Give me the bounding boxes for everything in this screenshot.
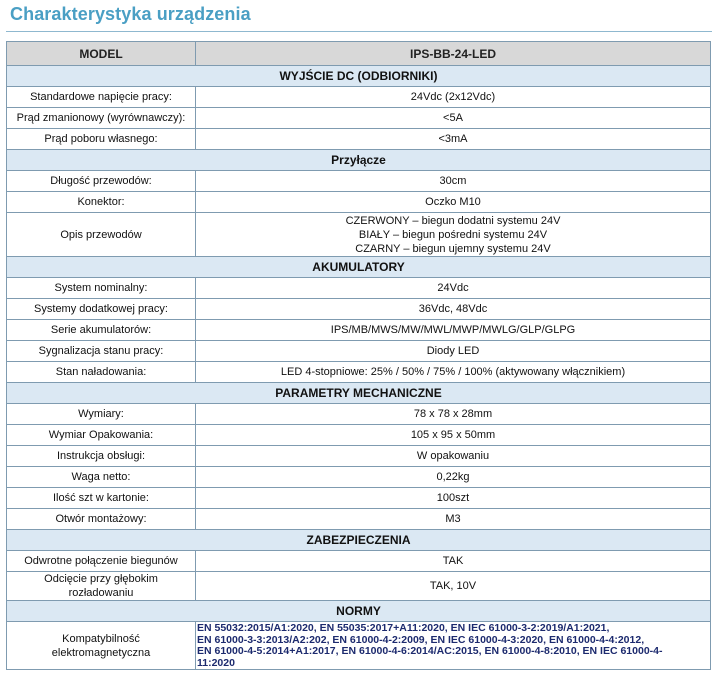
- section-heading: NORMY: [7, 601, 711, 622]
- table-row: [7, 341, 711, 362]
- row-value: 30cm: [196, 171, 711, 192]
- row-value: <3mA: [196, 129, 711, 150]
- table-row: [7, 87, 711, 108]
- norm-line: EN 61000-3-3:2013/A2:202, EN 61000-4-2:2009, EN IEC 61000-4-3:2020, EN 61000-4-4:2012,: [197, 633, 645, 646]
- table-row: [7, 572, 711, 601]
- label-line: rozładowaniu: [68, 587, 134, 599]
- row-label: [7, 572, 196, 601]
- label-line: Odcięcie przy głębokim: [44, 573, 158, 585]
- table-row: [7, 551, 711, 572]
- table-row: [7, 278, 711, 299]
- row-value: Oczko M10: [196, 192, 711, 213]
- row-label: Waga netto:: [7, 467, 196, 488]
- wire-line: BIAŁY – biegun pośredni systemu 24V: [358, 228, 548, 241]
- row-label: Długość przewodów:: [7, 171, 196, 192]
- row-label: Serie akumulatorów:: [7, 320, 196, 341]
- row-label: Stan naładowania:: [7, 362, 196, 383]
- row-value: 78 x 78 x 28mm: [196, 404, 711, 425]
- table-row: [7, 299, 711, 320]
- row-label: Wymiar Opakowania:: [7, 425, 196, 446]
- row-value: 36Vdc, 48Vdc: [196, 299, 711, 320]
- row-value: IPS/MB/MWS/MW/MWL/MWP/MWLG/GLP/GLPG: [196, 320, 711, 341]
- row-value: 100szt: [196, 488, 711, 509]
- row-value: 24Vdc (2x12Vdc): [196, 87, 711, 108]
- label-line: elektromagnetyczna: [51, 646, 151, 659]
- section-heading: PARAMETRY MECHANICZNE: [7, 383, 711, 404]
- table-row: [7, 362, 711, 383]
- spec-table: [6, 41, 711, 670]
- row-value: 105 x 95 x 50mm: [196, 425, 711, 446]
- norm-line: 11:2020: [197, 656, 235, 669]
- wire-line: CZERWONY – biegun dodatni systemu 24V: [345, 214, 561, 227]
- row-label: Sygnalizacja stanu pracy:: [7, 341, 196, 362]
- title-divider: [6, 31, 712, 32]
- row-value: M3: [196, 509, 711, 530]
- norm-line: EN 55032:2015/A1:2020, EN 55035:2017+A11:2020, EN IEC 61000-3-2:2019/A1:2021,: [197, 622, 610, 634]
- model-header-row: [7, 42, 711, 66]
- row-value: <5A: [196, 108, 711, 129]
- row-label: Systemy dodatkowej pracy:: [7, 299, 196, 320]
- row-value: TAK: [196, 551, 711, 572]
- table-row: [7, 509, 711, 530]
- model-label: MODEL: [7, 42, 196, 66]
- section-heading: ZABEZPIECZENIA: [7, 530, 711, 551]
- norm-line: EN 61000-4-5:2014+A1:2017, EN 61000-4-6:2014/AC:2015, EN 61000-4-8:2010, EN IEC 61000-4-: [197, 645, 663, 657]
- row-label: Prąd zmanionowy (wyrównawczy):: [7, 108, 196, 129]
- row-label: Wymiary:: [7, 404, 196, 425]
- row-label: System nominalny:: [7, 278, 196, 299]
- row-label: Standardowe napięcie pracy:: [7, 87, 196, 108]
- section-heading: WYJŚCIE DC (ODBIORNIKI): [7, 66, 711, 87]
- wires-description: [196, 213, 711, 257]
- table-row: [7, 320, 711, 341]
- row-value: 0,22kg: [196, 467, 711, 488]
- row-value: LED 4-stopniowe: 25% / 50% / 75% / 100% (aktywowany włącznikiem): [196, 362, 711, 383]
- wire-line: CZARNY – biegun ujemny systemu 24V: [355, 242, 551, 255]
- section-heading: Przyłącze: [7, 150, 711, 171]
- row-label: Opis przewodów: [7, 213, 196, 257]
- row-label: [7, 622, 196, 670]
- table-row: [7, 404, 711, 425]
- model-value: IPS-BB-24-LED: [196, 42, 711, 66]
- table-row: [7, 129, 711, 150]
- norms-list: [196, 622, 711, 670]
- page-title: Charakterystyka urządzenia: [10, 4, 251, 24]
- table-row: [7, 192, 711, 213]
- row-label: Instrukcja obsługi:: [7, 446, 196, 467]
- label-line: Kompatybilność: [62, 632, 140, 645]
- section-heading: AKUMULATORY: [7, 257, 711, 278]
- row-label: Ilość szt w kartonie:: [7, 488, 196, 509]
- table-row: [7, 488, 711, 509]
- row-value: 24Vdc: [196, 278, 711, 299]
- table-row: [7, 171, 711, 192]
- row-label: Otwór montażowy:: [7, 509, 196, 530]
- row-label: Prąd poboru własnego:: [7, 129, 196, 150]
- section-connection: [7, 150, 711, 171]
- table-row: [7, 622, 711, 670]
- section-protection: [7, 530, 711, 551]
- section-output: [7, 66, 711, 87]
- table-row: [7, 213, 711, 257]
- row-value: Diody LED: [196, 341, 711, 362]
- table-row: [7, 467, 711, 488]
- section-mechanical: [7, 383, 711, 404]
- table-row: [7, 425, 711, 446]
- section-norms: [7, 601, 711, 622]
- row-label: Odwrotne połączenie biegunów: [7, 551, 196, 572]
- table-row: [7, 108, 711, 129]
- row-label: Konektor:: [7, 192, 196, 213]
- row-value: TAK, 10V: [196, 572, 711, 601]
- row-value: W opakowaniu: [196, 446, 711, 467]
- section-batteries: [7, 257, 711, 278]
- table-row: [7, 446, 711, 467]
